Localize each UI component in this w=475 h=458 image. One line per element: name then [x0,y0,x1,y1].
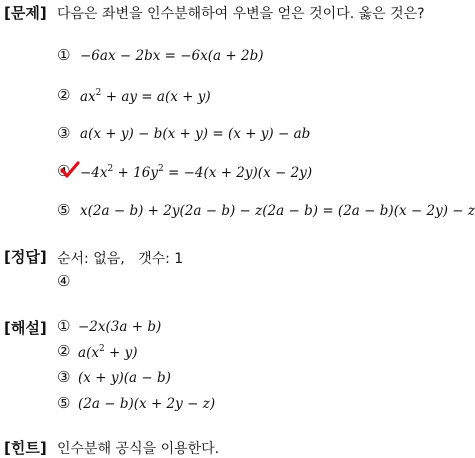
hint-text: 인수분해 공식을 이용한다. [57,441,220,457]
choice-formula: x(2a − b) + 2y(2a − b) − z(2a − b) = (2a − b)(x − 2y) − z [80,203,475,219]
choice-5 [0,201,475,223]
choice-number: ② [57,86,71,104]
problem-tag: [문제] [4,4,47,22]
solution-item-3 [0,368,469,390]
solution-formula: $a(x^2 + y)$ [78,344,138,361]
solution-item-4 [0,394,469,416]
choice-3 [0,124,469,146]
answer-tag: [정답] [4,248,47,266]
choice-formula: $ax^2$ + ay = a(x + y) [80,88,211,105]
solution-number: ② [57,342,71,360]
choice-2 [0,86,469,108]
choice-number: ③ [57,124,71,142]
solution-number: ① [57,317,71,335]
solution-formula: (2a − b)(x + 2y − z) [78,396,216,412]
solution-formula: (x + y)(a − b) [78,370,171,386]
answer-value: ④ [57,272,71,290]
answer-meta: 순서: 없음, 갯수: 1 [57,251,184,267]
choice-formula: a(x + y) − b(x + y) = (x + y) − ab [80,126,311,142]
solution-item-1 [0,317,469,339]
solution-formula: −2x(3a + b) [78,319,162,335]
choice-number: ⑤ [57,201,71,219]
solution-number: ⑤ [57,394,71,412]
question-text: 다음은 좌변을 인수분해하여 우변을 얻은 것이다. 옳은 것은? [57,6,425,22]
solution-tag: [해설] [4,319,47,337]
solution-item-2 [0,342,469,364]
choice-number: ④ [57,162,71,180]
hint-tag: [힌트] [4,439,47,457]
choice-formula: −6ax − 2bx = −6x(a + 2b) [80,48,264,64]
checkmark-icon [60,161,80,179]
choice-formula: $-4x^2 + 16y^2 = -4(x + 2y)(x - 2y)$ [80,164,313,181]
choice-1 [0,46,469,68]
choice-number: ① [57,46,71,64]
solution-number: ③ [57,368,71,386]
